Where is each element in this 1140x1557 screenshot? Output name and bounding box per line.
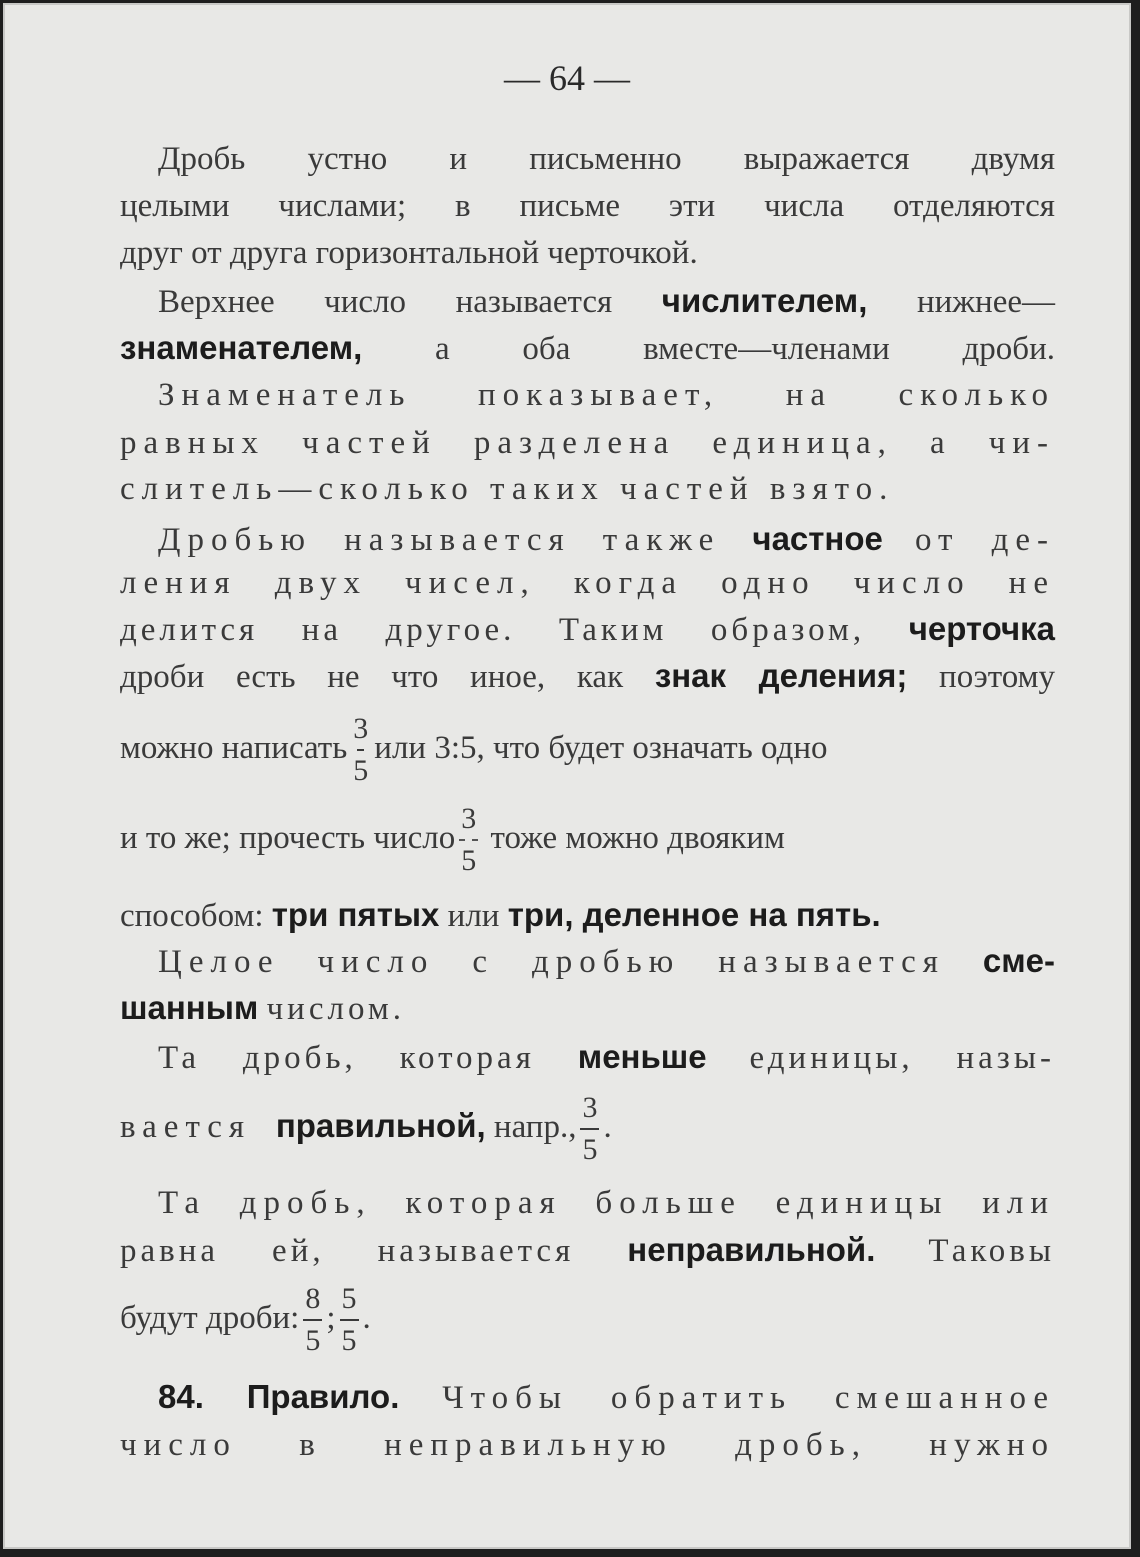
text: или 3:5, что будет означать одно [374, 730, 828, 766]
text: и то же; прочесть число [120, 820, 456, 856]
term-denominator: знаменателем, [120, 329, 363, 366]
fraction-numerator: 5 [341, 1282, 357, 1316]
text-line [120, 895, 1055, 936]
text: Знаменатель показывает, на сколько [158, 377, 1055, 413]
text-line [120, 375, 1055, 415]
text: целыми числами; в письме эти числа отделяются [120, 188, 1055, 224]
term-mixed: шанным [120, 989, 259, 1026]
text-line [120, 469, 1055, 509]
text: напр., [493, 1109, 577, 1145]
fraction-denominator: 5 [582, 1133, 598, 1167]
text: Верхнее число называется [158, 284, 613, 320]
text: а оба вместе—членами дроби. [435, 331, 1055, 367]
text-line [120, 519, 1055, 560]
term-numerator: числителем, [661, 282, 868, 319]
text: равных частей разделена единица, а чи- [120, 425, 1055, 461]
rule-title: Правило. [246, 1378, 400, 1415]
book-page [3, 3, 1131, 1549]
rule-number: 84. [158, 1378, 204, 1415]
fraction-denominator: 5 [341, 1324, 357, 1358]
text-line [120, 139, 1055, 179]
text-line [120, 1037, 1055, 1078]
text-line [120, 563, 1055, 603]
term-improper: неправильной. [627, 1231, 876, 1268]
text-line [120, 328, 1055, 369]
text-line [120, 1078, 1055, 1174]
text: Таковы [928, 1233, 1056, 1269]
text: друг от друга горизонтальной черточкой. [120, 235, 698, 271]
text: Чтобы обратить смешанное [442, 1380, 1055, 1416]
text: Целое число с дробью называется [158, 944, 945, 980]
text-line [120, 609, 1055, 650]
term-division-sign: знак деления; [654, 657, 908, 694]
fraction-bar [459, 839, 478, 841]
separator: ; [326, 1300, 336, 1336]
fraction-bar [357, 749, 364, 751]
text: нижнее— [916, 284, 1056, 320]
text: будут дроби: [120, 1300, 300, 1336]
fraction-denominator: 5 [305, 1324, 321, 1358]
fraction-bar [580, 1128, 599, 1130]
rule-heading-line [120, 1377, 1055, 1418]
text: можно написать [120, 730, 348, 766]
text: . [603, 1109, 612, 1145]
text: тоже можно двояким [490, 820, 785, 856]
fraction-denominator: 5 [461, 844, 477, 878]
text: Та дробь, которая больше единицы или [158, 1185, 1055, 1221]
text: слитель—сколько таких частей взято. [120, 471, 895, 507]
fraction [351, 714, 370, 786]
text-line [120, 1425, 1055, 1465]
text: число в неправильную дробь, нужно [120, 1427, 1055, 1463]
fraction-numerator: 3 [461, 802, 477, 836]
fraction-bar [340, 1319, 359, 1321]
text: Дробь устно и письменно выражается двумя [158, 141, 1055, 177]
text: дроби есть не что иное, как [120, 659, 624, 695]
text: способом: [120, 898, 264, 934]
term-three-divided-by-five: три, деленное на пять. [507, 896, 881, 933]
text: ления двух чисел, когда одно число не [120, 565, 1055, 601]
text-line [120, 656, 1055, 697]
text-line [120, 790, 1055, 886]
text: делится на другое. Таким образом, [120, 612, 866, 648]
fraction-denominator: 5 [353, 754, 369, 788]
fraction [340, 1284, 359, 1356]
term-three-fifths: три пятых [271, 896, 440, 933]
term-mixed: сме- [982, 942, 1055, 979]
text-line [120, 423, 1055, 463]
fraction [303, 1284, 322, 1356]
text-line [120, 1270, 1055, 1366]
text: числом. [266, 991, 405, 1027]
term-proper: правильной, [275, 1107, 486, 1144]
term-less: меньше [577, 1038, 707, 1075]
text: . [362, 1300, 371, 1336]
text-line [120, 233, 1055, 273]
text: или [447, 898, 500, 934]
text: поэтому [939, 659, 1055, 695]
fraction-numerator: 3 [582, 1091, 598, 1125]
fraction-numerator: 3 [353, 712, 369, 746]
text: Дробью называется также [158, 522, 721, 558]
text-line [120, 941, 1055, 982]
fraction [459, 804, 478, 876]
text: вается [120, 1109, 252, 1145]
text-line [120, 186, 1055, 226]
term-fraction-bar: черточка [908, 610, 1056, 647]
text: равна ей, называется [120, 1233, 575, 1269]
text-line [120, 1183, 1055, 1223]
fraction-numerator: 8 [305, 1282, 321, 1316]
text-line [120, 1230, 1055, 1271]
page-number: — 64 — [504, 58, 630, 98]
text-line [120, 281, 1055, 322]
text: Та дробь, которая [158, 1040, 535, 1076]
term-quotient: частное [752, 520, 883, 557]
text-line [120, 700, 1055, 796]
fraction [580, 1093, 599, 1165]
fraction-bar [303, 1319, 322, 1321]
text: от де- [914, 522, 1055, 558]
text: единицы, назы- [749, 1040, 1056, 1076]
text-line [120, 988, 1055, 1029]
